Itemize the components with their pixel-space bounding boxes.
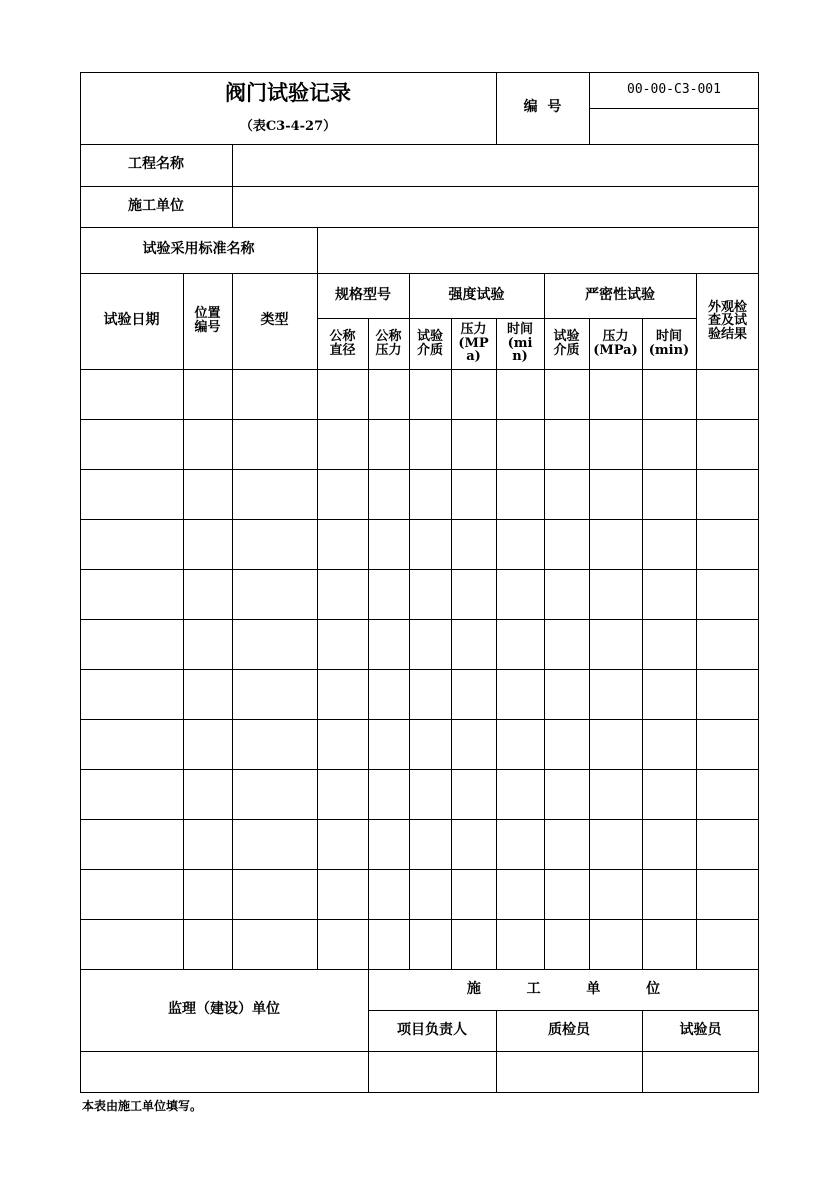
valve-test-record-form [80,72,759,1092]
col-tightness-test: 严密性试验 [585,286,655,303]
rule [80,619,759,620]
col-strength-time: 时间(min) [506,322,533,365]
col-tightness-medium: 试验介质 [553,328,580,358]
col-spec-model: 规格型号 [335,286,391,303]
supervision-unit-label: 监理（建设）单位 [168,1001,280,1018]
rule [409,273,410,970]
rule [642,318,643,970]
rule [451,318,452,970]
rule [80,419,759,420]
rule [544,273,545,970]
col-test-date: 试验日期 [103,312,160,329]
form-title: 阀门试验记录 [225,80,351,106]
col-strength-test: 强度试验 [448,286,505,303]
rule [80,369,759,370]
rule [589,318,590,970]
project-name-label: 工程名称 [128,156,184,173]
test-standard-field[interactable] [317,227,759,273]
construction-unit-sign-label: 施 工 单 位 [466,980,661,997]
rule [80,869,759,870]
table-reference: （表C3-4-27） [239,118,337,134]
col-strength-medium: 试验介质 [416,328,443,358]
rule [80,469,759,470]
rule [696,273,697,970]
col-position-no: 位置编号 [194,306,221,335]
quality-inspector-signature-field[interactable] [496,1051,642,1092]
rule [317,273,318,970]
rule [232,273,233,970]
rule [80,819,759,820]
col-nominal-diameter: 公称直径 [329,328,356,358]
col-nominal-pressure: 公称压力 [375,328,402,358]
rule [80,719,759,720]
tester-signature-field[interactable] [642,1051,759,1092]
rule [368,318,369,1052]
col-type: 类型 [260,312,289,329]
tester-label: 试验员 [679,1021,722,1038]
rule [80,569,759,570]
col-visual-result: 外观检查及试验结果 [707,299,747,342]
border-bottom [80,1092,759,1093]
col-tightness-time: 时间(min) [648,328,690,358]
rule [496,318,497,970]
project-leader-label: 项目负责人 [397,1021,467,1038]
rule [183,273,184,970]
number-label: 编 号 [523,99,562,116]
col-strength-pressure: 压力(MPa) [458,322,489,365]
project-name-field[interactable] [232,144,759,186]
quality-inspector-label: 质检员 [548,1021,590,1038]
footnote: 本表由施工单位填写。 [82,1099,203,1113]
number-value: 00-00-C3-001 [627,81,721,97]
rule [80,519,759,520]
number-blank-field[interactable] [589,108,759,144]
project-leader-signature-field[interactable] [368,1051,496,1092]
rule [80,769,759,770]
construction-unit-label: 施工单位 [128,197,184,214]
rule [80,919,759,920]
test-standard-label: 试验采用标准名称 [142,241,255,258]
rule [80,669,759,670]
construction-unit-field[interactable] [232,186,759,227]
supervision-signature-field[interactable] [80,1051,368,1092]
col-tightness-pressure: 压力(MPa) [593,328,638,358]
